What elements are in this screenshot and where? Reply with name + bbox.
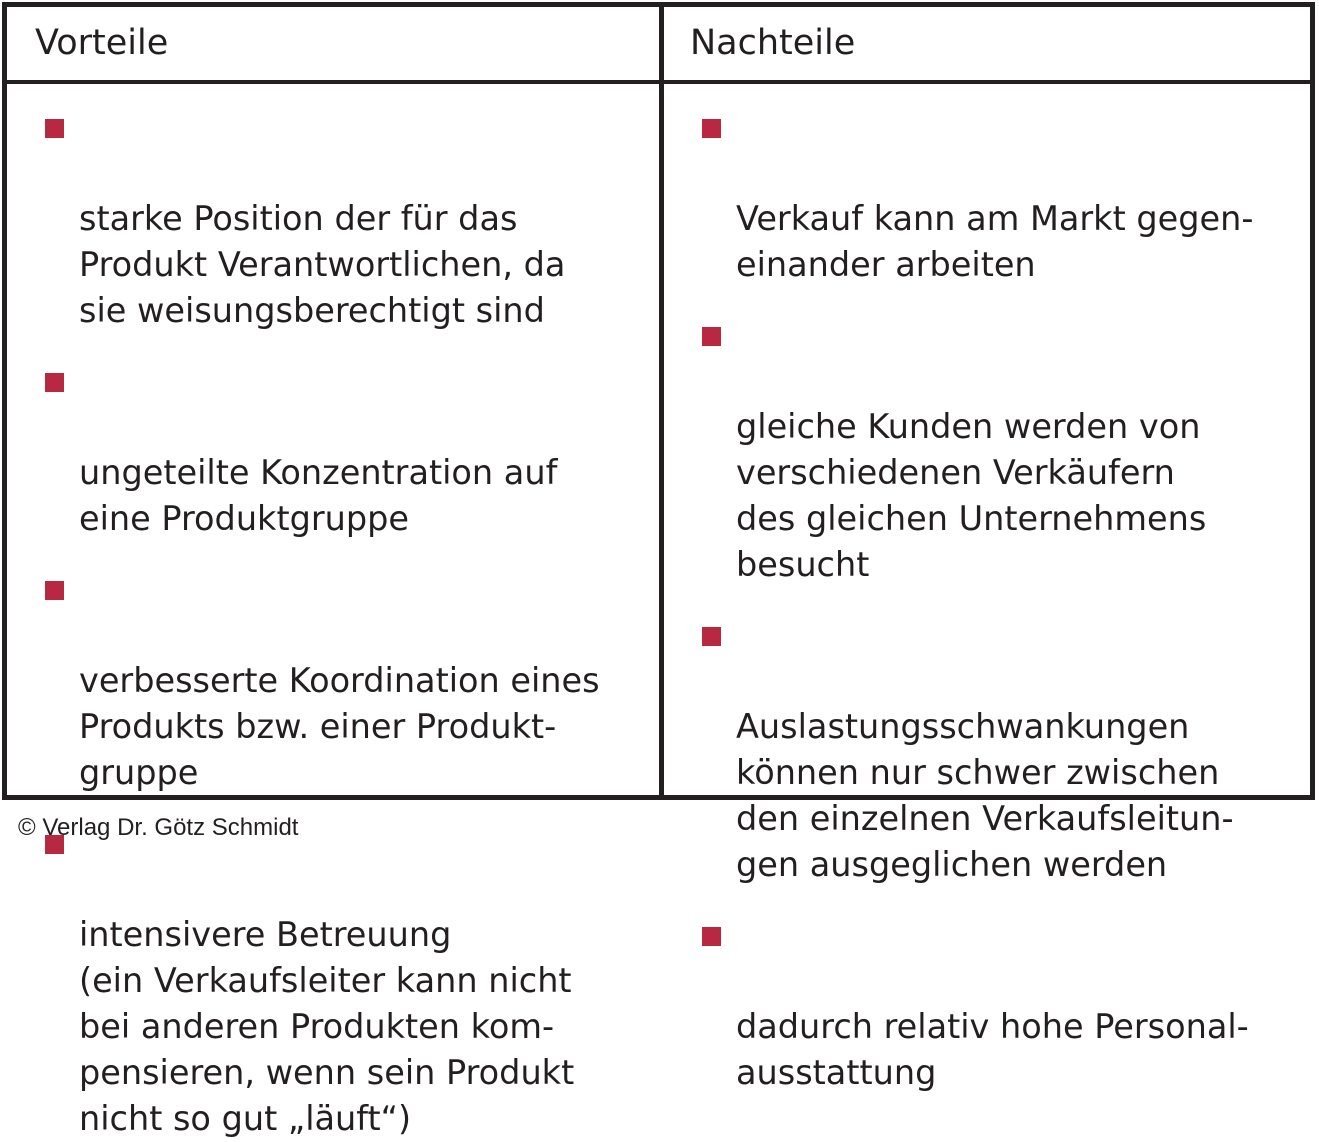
disadvantages-heading: Nachteile (664, 7, 1310, 84)
disadvantage-text: Verkauf kann am Markt gegen- einander arbeiten (736, 199, 1254, 284)
copyright-notice: © Verlag Dr. Götz Schmidt (18, 814, 299, 841)
disadvantage-text: dadurch relativ hohe Personal- ausstattung (736, 1007, 1249, 1092)
disadvantage-item (700, 912, 1310, 1096)
advantages-list (7, 84, 659, 1142)
disadvantage-text: gleiche Kunden werden von verschiedenen Verkäufern des gleichen Unternehmens besucht (736, 407, 1207, 584)
square-bullet-icon (45, 373, 64, 392)
advantage-text: intensivere Betreuung (ein Verkaufsleiter kann nicht bei anderen Produkten kom- pensieren, wenn sein Produkt nicht so gut „läuft“) (79, 915, 575, 1138)
advantage-item (43, 358, 659, 542)
disadvantages-list (664, 84, 1310, 1096)
advantage-text: verbesserte Koordination eines Produkts bzw. einer Produkt- gruppe (79, 661, 600, 792)
advantage-item (43, 566, 659, 796)
disadvantage-item (700, 612, 1310, 888)
square-bullet-icon (702, 927, 721, 946)
square-bullet-icon (702, 327, 721, 346)
disadvantage-item (700, 104, 1310, 288)
advantages-heading: Vorteile (7, 7, 659, 84)
square-bullet-icon (702, 119, 721, 138)
advantage-text: starke Position der für das Produkt Verantwortlichen, da sie weisungsberechtigt sind (79, 199, 566, 330)
advantage-text: ungeteilte Konzentration auf eine Produktgruppe (79, 453, 558, 538)
disadvantage-item (700, 312, 1310, 588)
disadvantage-text: Auslastungsschwankungen können nur schwer zwischen den einzelnen Verkaufsleitun- gen ausgeglichen werden (736, 707, 1234, 884)
disadvantages-column (664, 7, 1310, 1092)
advantage-item (43, 104, 659, 334)
square-bullet-icon (45, 581, 64, 600)
square-bullet-icon (45, 119, 64, 138)
advantage-item (43, 820, 659, 1142)
square-bullet-icon (702, 627, 721, 646)
